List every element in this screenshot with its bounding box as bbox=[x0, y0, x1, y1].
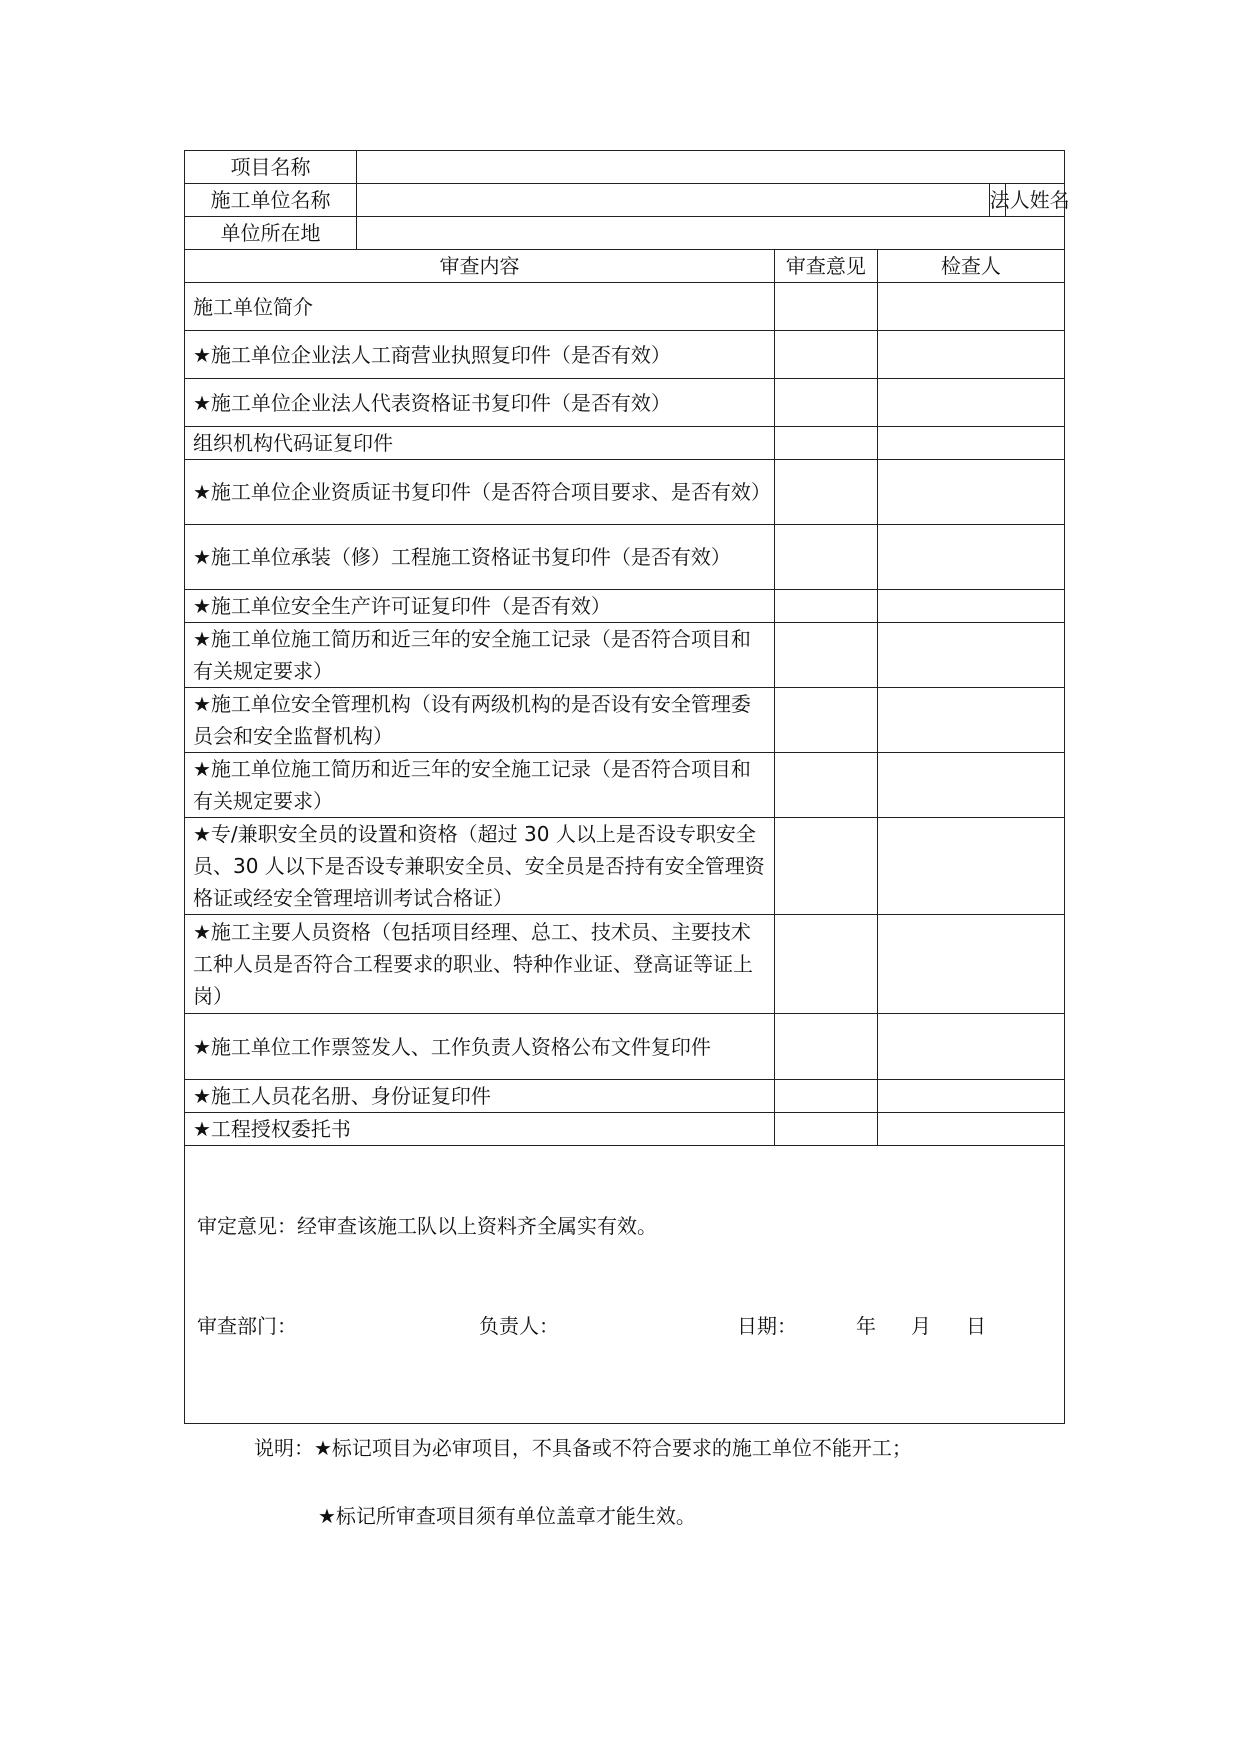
checklist-item-text: ★施工主要人员资格（包括项目经理、总工、技术员、主要技术工种人员是否符合工程要求的职业、特种作业证、登高证等证上岗） bbox=[185, 915, 775, 1014]
checklist-row bbox=[185, 590, 1065, 623]
checklist-item-text: ★施工单位企业法人工商营业执照复印件（是否有效） bbox=[185, 331, 775, 379]
checklist-item-text: ★施工单位安全生产许可证复印件（是否有效） bbox=[185, 590, 775, 623]
checklist-item-text: ★施工单位企业法人代表资格证书复印件（是否有效） bbox=[185, 379, 775, 427]
contractor-name-row bbox=[185, 184, 1065, 217]
inspector-column-header: 检查人 bbox=[877, 250, 1064, 283]
checklist-row bbox=[185, 460, 1065, 525]
checklist-item-text: ★施工单位施工简历和近三年的安全施工记录（是否符合项目和有关规定要求） bbox=[185, 753, 775, 818]
checklist-opinion-cell[interactable] bbox=[775, 331, 878, 379]
checklist-row bbox=[185, 427, 1065, 460]
checklist-item-text: ★施工单位企业资质证书复印件（是否符合项目要求、是否有效） bbox=[185, 460, 775, 525]
contractor-name-field[interactable] bbox=[356, 184, 989, 217]
date-year-label: 年 bbox=[856, 1314, 876, 1338]
checklist-item-text: ★施工人员花名册、身份证复印件 bbox=[185, 1080, 775, 1113]
conclusion-cell bbox=[185, 1146, 1065, 1424]
legal-person-label: 法人姓名 bbox=[989, 184, 1005, 217]
checklist-inspector-cell[interactable] bbox=[877, 753, 1064, 818]
checklist-row bbox=[185, 915, 1065, 1014]
checklist-row bbox=[185, 331, 1065, 379]
checklist-item-text: ★专/兼职安全员的设置和资格（超过 30 人以上是否设专职安全员、30 人以下是否设专兼职安全员、安全员是否持有安全管理资格证或经安全管理培训考试合格证） bbox=[185, 818, 775, 915]
checklist-inspector-cell[interactable] bbox=[877, 688, 1064, 753]
column-header-row bbox=[185, 250, 1065, 283]
checklist-inspector-cell[interactable] bbox=[877, 379, 1064, 427]
checklist-inspector-cell[interactable] bbox=[877, 1113, 1064, 1146]
checklist-row bbox=[185, 753, 1065, 818]
checklist-item-text: ★施工单位安全管理机构（设有两级机构的是否设有安全管理委员会和安全监督机构） bbox=[185, 688, 775, 753]
checklist-row bbox=[185, 283, 1065, 331]
checklist-inspector-cell[interactable] bbox=[877, 1014, 1064, 1080]
date-month-label: 月 bbox=[911, 1314, 931, 1338]
checklist-inspector-cell[interactable] bbox=[877, 427, 1064, 460]
checklist-opinion-cell[interactable] bbox=[775, 818, 878, 915]
checklist-inspector-cell[interactable] bbox=[877, 915, 1064, 1014]
checklist-opinion-cell[interactable] bbox=[775, 1080, 878, 1113]
checklist-opinion-cell[interactable] bbox=[775, 915, 878, 1014]
review-form bbox=[184, 150, 1070, 1424]
checklist-item-text: 组织机构代码证复印件 bbox=[185, 427, 775, 460]
conclusion-row bbox=[185, 1146, 1065, 1424]
checklist-item-text: 施工单位简介 bbox=[185, 283, 775, 331]
checklist-opinion-cell[interactable] bbox=[775, 688, 878, 753]
checklist-opinion-cell[interactable] bbox=[775, 460, 878, 525]
review-department-label: 审查部门： bbox=[197, 1314, 297, 1338]
date-label: 日期： bbox=[737, 1314, 797, 1338]
checklist-opinion-cell[interactable] bbox=[775, 623, 878, 688]
checklist-inspector-cell[interactable] bbox=[877, 525, 1064, 590]
checklist-row bbox=[185, 818, 1065, 915]
checklist-opinion-cell[interactable] bbox=[775, 590, 878, 623]
checklist-row bbox=[185, 1080, 1065, 1113]
checklist-opinion-cell[interactable] bbox=[775, 1014, 878, 1080]
checklist-inspector-cell[interactable] bbox=[877, 623, 1064, 688]
checklist-inspector-cell[interactable] bbox=[877, 283, 1064, 331]
location-label: 单位所在地 bbox=[185, 217, 357, 250]
project-name-label: 项目名称 bbox=[185, 151, 357, 184]
checklist-row bbox=[185, 1014, 1065, 1080]
checklist-row bbox=[185, 379, 1065, 427]
checklist-item-text: ★工程授权委托书 bbox=[185, 1113, 775, 1146]
signature-row bbox=[197, 1310, 1052, 1342]
checklist-row bbox=[185, 525, 1065, 590]
checklist-row bbox=[185, 1113, 1065, 1146]
project-name-field[interactable] bbox=[356, 151, 1064, 184]
opinion-column-header: 审查意见 bbox=[775, 250, 878, 283]
checklist-inspector-cell[interactable] bbox=[877, 331, 1064, 379]
review-verdict: 审定意见：经审查该施工队以上资料齐全属实有效。 bbox=[197, 1214, 657, 1238]
checklist-inspector-cell[interactable] bbox=[877, 818, 1064, 915]
checklist-inspector-cell[interactable] bbox=[877, 590, 1064, 623]
responsible-person-label: 负责人： bbox=[479, 1314, 559, 1338]
checklist-opinion-cell[interactable] bbox=[775, 427, 878, 460]
checklist-row bbox=[185, 623, 1065, 688]
note-line-1: 说明：★标记项目为必审项目，不具备或不符合要求的施工单位不能开工； bbox=[254, 1436, 912, 1460]
checklist-opinion-cell[interactable] bbox=[775, 525, 878, 590]
date-day-label: 日 bbox=[966, 1314, 986, 1338]
contractor-name-label: 施工单位名称 bbox=[185, 184, 357, 217]
note-line-2: ★标记所审查项目须有单位盖章才能生效。 bbox=[318, 1504, 696, 1528]
checklist-item-text: ★施工单位施工简历和近三年的安全施工记录（是否符合项目和有关规定要求） bbox=[185, 623, 775, 688]
content-column-header: 审查内容 bbox=[185, 250, 775, 283]
checklist-row bbox=[185, 688, 1065, 753]
checklist-item-text: ★施工单位工作票签发人、工作负责人资格公布文件复印件 bbox=[185, 1014, 775, 1080]
checklist-opinion-cell[interactable] bbox=[775, 1113, 878, 1146]
checklist-inspector-cell[interactable] bbox=[877, 460, 1064, 525]
checklist-inspector-cell[interactable] bbox=[877, 1080, 1064, 1113]
project-name-row bbox=[185, 151, 1065, 184]
location-field[interactable] bbox=[356, 217, 1064, 250]
review-table bbox=[184, 150, 1070, 1424]
location-row bbox=[185, 217, 1065, 250]
checklist-opinion-cell[interactable] bbox=[775, 283, 878, 331]
checklist-item-text: ★施工单位承装（修）工程施工资格证书复印件（是否有效） bbox=[185, 525, 775, 590]
checklist-opinion-cell[interactable] bbox=[775, 753, 878, 818]
checklist-opinion-cell[interactable] bbox=[775, 379, 878, 427]
